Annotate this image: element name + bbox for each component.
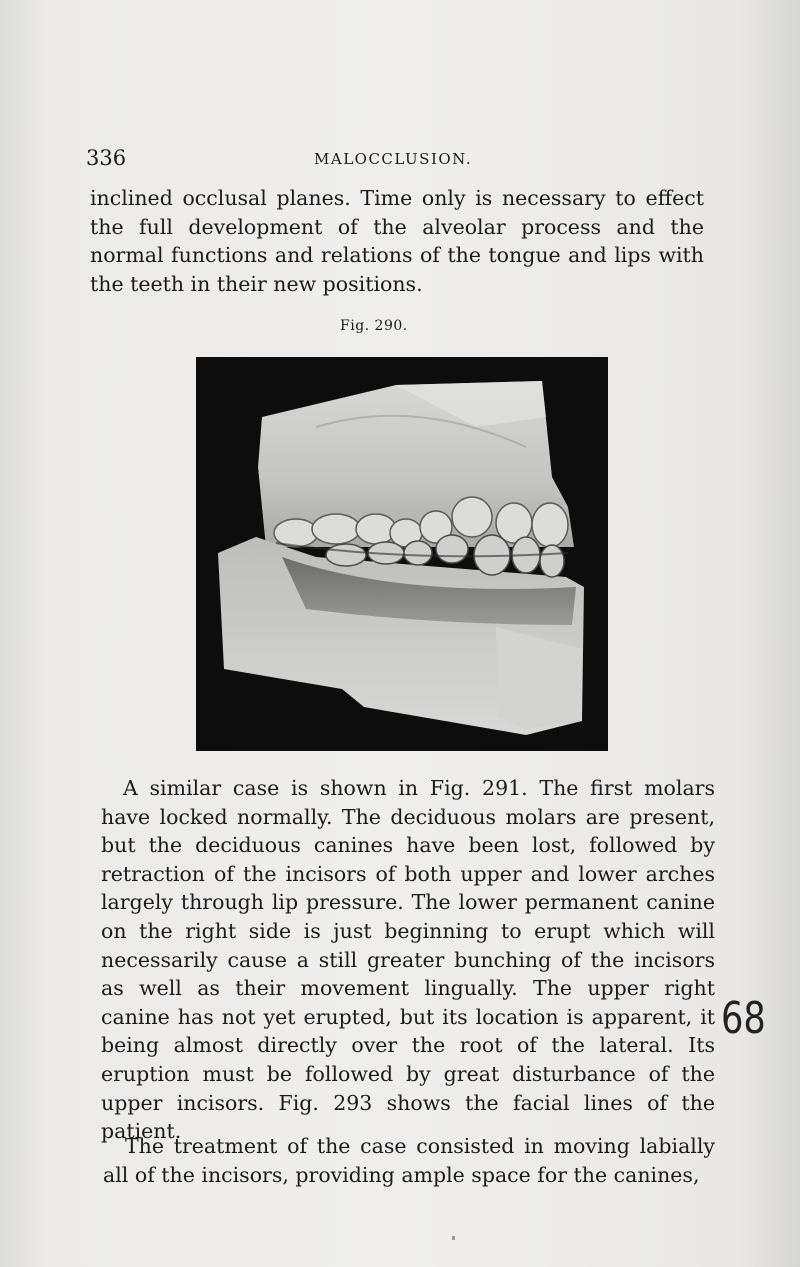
running-head: MALOCCLUSION.	[314, 150, 473, 168]
page-speck	[452, 1236, 455, 1240]
dental-cast-illustration	[196, 357, 608, 751]
page-header	[86, 146, 714, 176]
page-number: 336	[86, 146, 127, 170]
paragraph-similar-case: A similar case is shown in Fig. 291. The first molars have locked normally. The deciduous molars are present, but the deciduous canines have been lost, followed by retraction of the incisors of both upper and lower arches largely through lip pressure. The lower permanent canine on the right side is just beginning to erupt which will necessarily cause a still greater bunching of the incisors as well as their movement lingually. The upper right canine has not yet erupted, but its location is apparent, it being almost directly over the root of the lateral. Its eruption must be followed by great disturbance of the upper incisors. Fig. 293 shows the facial lines of the patient.	[101, 776, 715, 1144]
paragraph-intro: inclined occlusal planes. Time only is necessary to effect the full development of the alveolar process and the normal functions and relations of the tongue and lips with the teeth in their new positions.	[90, 186, 704, 296]
cast-number-label: 68	[721, 993, 766, 1044]
figure-caption: Fig. 290.	[340, 318, 408, 334]
paragraph-treatment: The treatment of the case consisted in moving labially all of the incisors, providing ample space for the canines,	[103, 1134, 715, 1187]
